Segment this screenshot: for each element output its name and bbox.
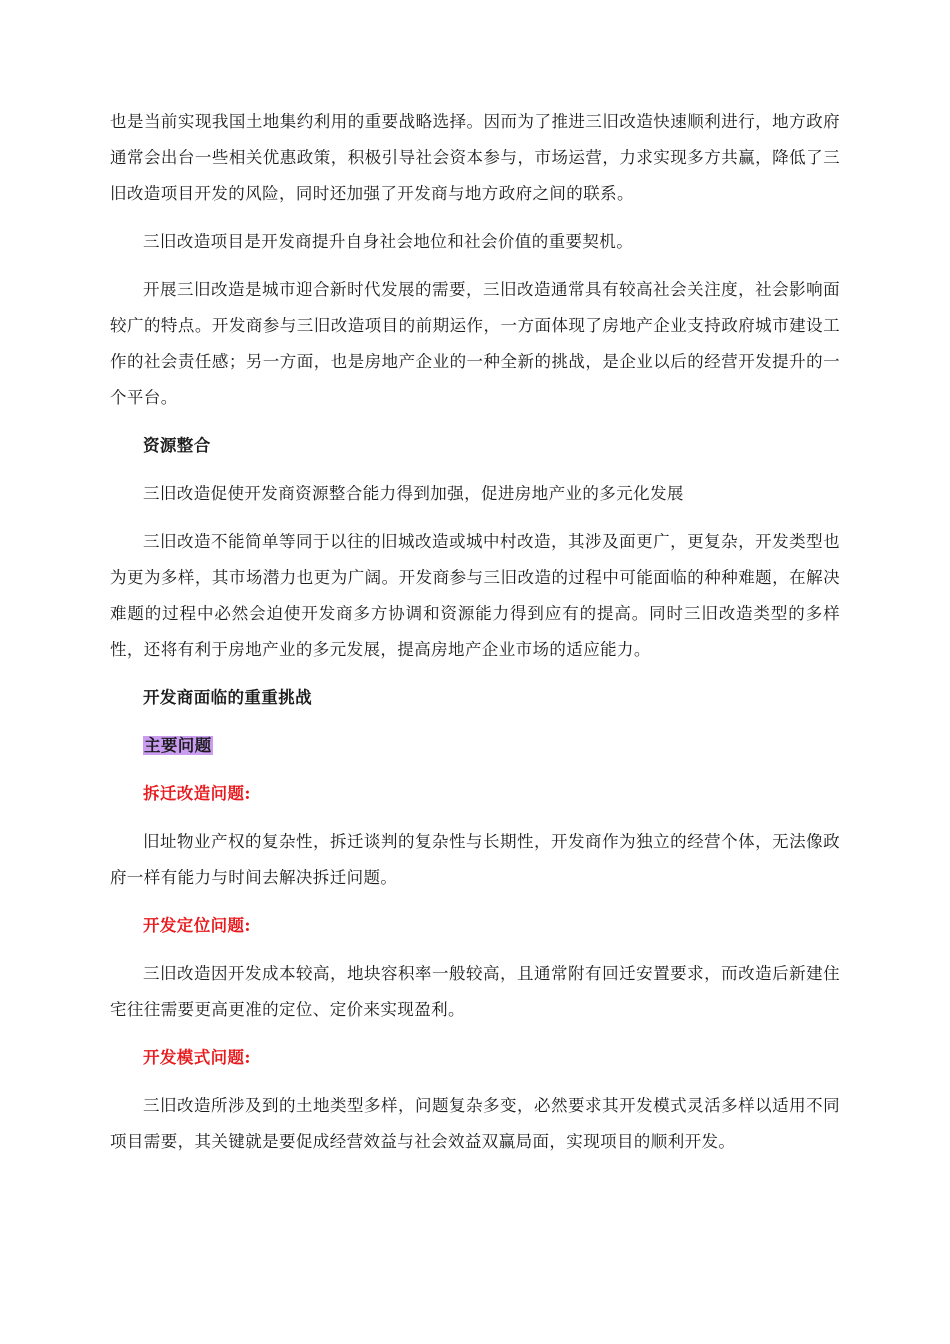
heading-positioning-issue: 开发定位问题:: [143, 916, 251, 935]
paragraph-city-development: 开展三旧改造是城市迎合新时代发展的需要，三旧改造通常具有较高社会关注度，社会影响面较广的特点。开发商参与三旧改造项目的前期运作，一方面体现了房地产企业支持政府城市建设工作的社会责任感；另一方面，也是房地产企业的一种全新的挑战，是企业以后的经营开发提升的一个平台。: [110, 280, 840, 407]
heading-main-issues: 主要问题: [144, 736, 212, 755]
document-body: [110, 104, 840, 1160]
heading-main-issues-wrapper: [110, 728, 840, 764]
paragraph-social-value: 三旧改造项目是开发商提升自身社会地位和社会价值的重要契机。: [143, 232, 634, 251]
paragraph-resource-detail: 三旧改造不能简单等同于以往的旧城改造或城中村改造，其涉及面更广，更复杂，开发类型也为更为多样，其市场潜力也更为广阔。开发商参与三旧改造的过程中可能面临的种种难题，在解决难题的过程中必然会迫使开发商多方协调和资源能力得到应有的提高。同时三旧改造类型的多样性，还将有利于房地产业的多元发展，提高房地产企业市场的适应能力。: [110, 532, 840, 659]
paragraph-positioning-detail: 三旧改造因开发成本较高，地块容积率一般较高，且通常附有回迁安置要求，而改造后新建住宅往往需要更高更准的定位、定价来实现盈利。: [110, 964, 840, 1019]
paragraph-resource-summary: 三旧改造促使开发商资源整合能力得到加强，促进房地产业的多元化发展: [143, 484, 684, 503]
heading-resource-integration: 资源整合: [143, 436, 211, 455]
paragraph-model-detail: 三旧改造所涉及到的土地类型多样，问题复杂多变，必然要求其开发模式灵活多样以适用不同项目需要，其关键就是要促成经营效益与社会效益双赢局面，实现项目的顺利开发。: [110, 1096, 840, 1151]
paragraph-land-use-strategy: 也是当前实现我国土地集约利用的重要战略选择。因而为了推进三旧改造快速顺利进行，地方政府通常会出台一些相关优惠政策，积极引导社会资本参与，市场运营，力求实现多方共赢，降低了三旧改造项目开发的风险，同时还加强了开发商与地方政府之间的联系。: [110, 112, 840, 203]
paragraph-demolition-detail: 旧址物业产权的复杂性，拆迁谈判的复杂性与长期性，开发商作为独立的经营个体，无法像政府一样有能力与时间去解决拆迁问题。: [110, 832, 840, 887]
heading-model-issue: 开发模式问题:: [143, 1048, 251, 1067]
heading-demolition-issue: 拆迁改造问题:: [143, 784, 251, 803]
heading-developer-challenges: 开发商面临的重重挑战: [143, 688, 312, 707]
